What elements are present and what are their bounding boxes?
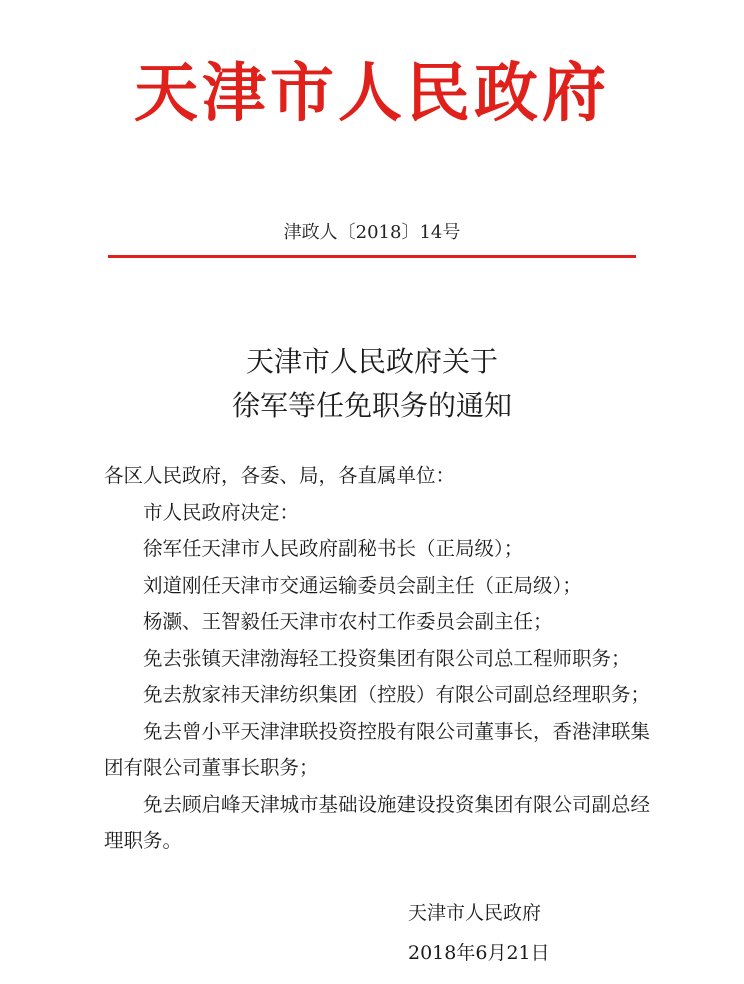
body-paragraph: 杨灏、王智毅任天津市农村工作委员会副主任；	[143, 610, 553, 633]
issuer-header: 天津市人民政府	[134, 56, 610, 131]
signature-org: 天津市人民政府	[408, 902, 542, 924]
document-number: 津政人〔2018〕14号	[283, 222, 461, 243]
body-paragraph: 免去敖家祎天津纺织集团（控股）有限公司副总经理职务；	[143, 683, 651, 706]
signature-date: 2018年6月21日	[408, 942, 550, 964]
red-divider	[108, 255, 636, 258]
body-paragraph: 市人民政府决定：	[143, 500, 300, 524]
addressee: 各区人民政府，各委、局，各直属单位：	[104, 464, 456, 487]
body-paragraph: 徐军任天津市人民政府副秘书长（正局级）；	[143, 537, 524, 560]
notice-title-line2: 徐军等任免职务的通知	[231, 389, 512, 422]
notice-title	[0, 340, 744, 428]
signature-block	[408, 896, 608, 970]
notice-title-line1: 天津市人民政府关于	[245, 345, 498, 378]
notice-body	[104, 458, 650, 860]
body-paragraph: 免去张镇天津渤海轻工投资集团有限公司总工程师职务；	[143, 646, 631, 670]
body-paragraph: 免去曾小平天津津联投资控股有限公司董事长，香港津联集团有限公司董事长职务；	[104, 719, 651, 779]
body-paragraph: 刘道刚任天津市交通运输委员会副主任（正局级）；	[143, 573, 582, 597]
body-paragraph: 免去顾启峰天津城市基础设施建设投资集团有限公司副总经理职务。	[104, 792, 651, 852]
